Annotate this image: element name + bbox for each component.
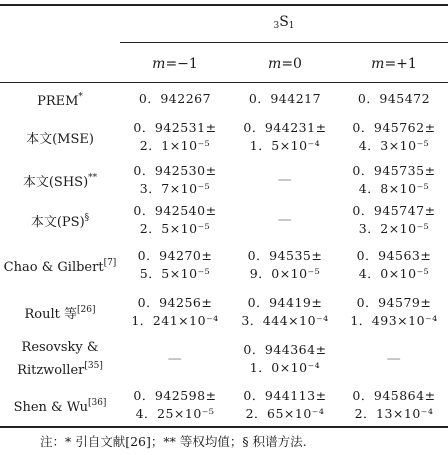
value-cell (340, 385, 448, 425)
value-cell (340, 290, 448, 334)
value-uncertainty: 4．3×10⁻⁵ (358, 138, 430, 153)
value-mean: 0．94256± (137, 295, 213, 310)
value-cell (120, 160, 230, 200)
row-label (0, 200, 120, 240)
value-mean: 0．944217 (248, 91, 322, 106)
bottom-rule (0, 426, 448, 428)
row-label-mark: * (78, 91, 83, 102)
value-mean: 0．945747± (352, 203, 436, 218)
value-uncertainty: 1．241×10⁻⁴ (131, 313, 219, 328)
row-label-text: Shen & Wu (13, 399, 88, 415)
row-label (0, 290, 120, 334)
value-uncertainty: 9．0×10⁻⁵ (249, 266, 321, 281)
value-mean: 0．945735± (352, 163, 436, 178)
value-mean: 0．94419± (247, 295, 323, 310)
column-header-m-minus1: m=−1 (152, 56, 198, 72)
value-mean: 0．94579± (356, 295, 432, 310)
value-mean: 0．942267 (138, 91, 212, 106)
value-mean: 0．942531± (133, 120, 217, 135)
value-mean: 0．942598± (133, 388, 217, 403)
value-mean: 0．94270± (137, 248, 213, 263)
value-uncertainty: 3．2×10⁻⁵ (358, 221, 430, 236)
value-cell (120, 336, 230, 382)
dash-placeholder: — (277, 172, 293, 188)
column-header-m-plus1: m=+1 (371, 56, 417, 72)
value-cell (230, 87, 340, 111)
value-cell (230, 117, 340, 157)
row-label-text: PREM (37, 93, 79, 109)
value-mean: 0．942530± (133, 163, 217, 178)
row-label (0, 243, 120, 287)
mode-pre-sub: 3 (273, 21, 280, 31)
value-cell (340, 117, 448, 157)
value-uncertainty: 4．0×10⁻⁵ (358, 266, 430, 281)
row-label-mark: [26] (77, 304, 96, 315)
value-cell (120, 117, 230, 157)
mode-underline-rule (120, 42, 448, 43)
value-cell (120, 200, 230, 240)
value-cell (120, 290, 230, 334)
row-label (0, 117, 120, 157)
value-uncertainty: 1．0×10⁻⁴ (249, 360, 321, 375)
row-label-text: 本文(PS) (30, 214, 85, 230)
mode-letter: S (279, 14, 289, 30)
row-label-mark: [36] (87, 397, 107, 408)
value-uncertainty: 1．5×10⁻⁴ (249, 138, 321, 153)
row-label-mark: ** (88, 172, 98, 183)
table-note: 注：* 引自文献[26]；** 等权均值；§ 积谱方法. (40, 434, 307, 449)
dash-placeholder: — (167, 351, 183, 367)
dash-placeholder: — (386, 351, 402, 367)
value-uncertainty: 5．5×10⁻⁵ (139, 266, 211, 281)
value-uncertainty: 1．493×10⁻⁴ (350, 313, 438, 328)
value-mean: 0．94535± (247, 248, 323, 263)
value-cell (340, 87, 448, 111)
mode-header (120, 12, 448, 36)
value-mean: 0．945864± (352, 388, 436, 403)
top-rule (0, 4, 448, 6)
value-uncertainty: 2．65×10⁻⁴ (245, 406, 325, 421)
row-label-text: Roult 等 (24, 306, 78, 322)
column-header-m-0: m=0 (268, 56, 302, 72)
value-cell (340, 243, 448, 287)
value-cell (340, 160, 448, 200)
mode-sub: 1 (288, 21, 295, 31)
value-cell (120, 243, 230, 287)
value-cell (230, 336, 340, 382)
value-cell (340, 336, 448, 382)
value-mean: 0．944113± (243, 388, 327, 403)
value-cell (120, 87, 230, 111)
value-cell (230, 200, 340, 240)
value-cell (230, 243, 340, 287)
value-uncertainty: 4．8×10⁻⁵ (358, 181, 430, 196)
header-bottom-rule (0, 82, 448, 83)
value-uncertainty: 4．25×10⁻⁵ (135, 406, 215, 421)
value-cell (230, 160, 340, 200)
row-label-mark: [35] (84, 360, 103, 371)
row-label-text-line2: Ritzwoller (17, 362, 85, 378)
value-mean: 0．944364± (243, 342, 327, 357)
row-label-text: 本文(SHS) (22, 174, 89, 190)
row-label-mark: [7] (103, 257, 117, 268)
row-label (0, 385, 120, 425)
value-cell (230, 290, 340, 334)
row-label-text: 本文(MSE) (26, 131, 94, 147)
row-label (0, 336, 120, 382)
value-cell (230, 385, 340, 425)
row-label (0, 160, 120, 200)
row-label-mark: § (84, 212, 90, 223)
row-label-text: Resovsky & (21, 339, 99, 355)
value-uncertainty: 2．13×10⁻⁴ (354, 406, 434, 421)
value-cell (340, 200, 448, 240)
row-label (0, 87, 120, 111)
value-uncertainty: 2．5×10⁻⁵ (139, 221, 211, 236)
value-uncertainty: 3．7×10⁻⁵ (139, 181, 211, 196)
row-label-text: Chao & Gilbert (3, 259, 104, 275)
value-uncertainty: 3．444×10⁻⁴ (241, 313, 329, 328)
value-cell (120, 385, 230, 425)
dash-placeholder: — (277, 212, 293, 228)
value-mean: 0．942540± (133, 203, 217, 218)
value-mean: 0．945472 (357, 91, 431, 106)
value-mean: 0．944231± (243, 120, 327, 135)
value-mean: 0．94563± (356, 248, 432, 263)
value-uncertainty: 2．1×10⁻⁵ (139, 138, 211, 153)
value-mean: 0．945762± (352, 120, 436, 135)
